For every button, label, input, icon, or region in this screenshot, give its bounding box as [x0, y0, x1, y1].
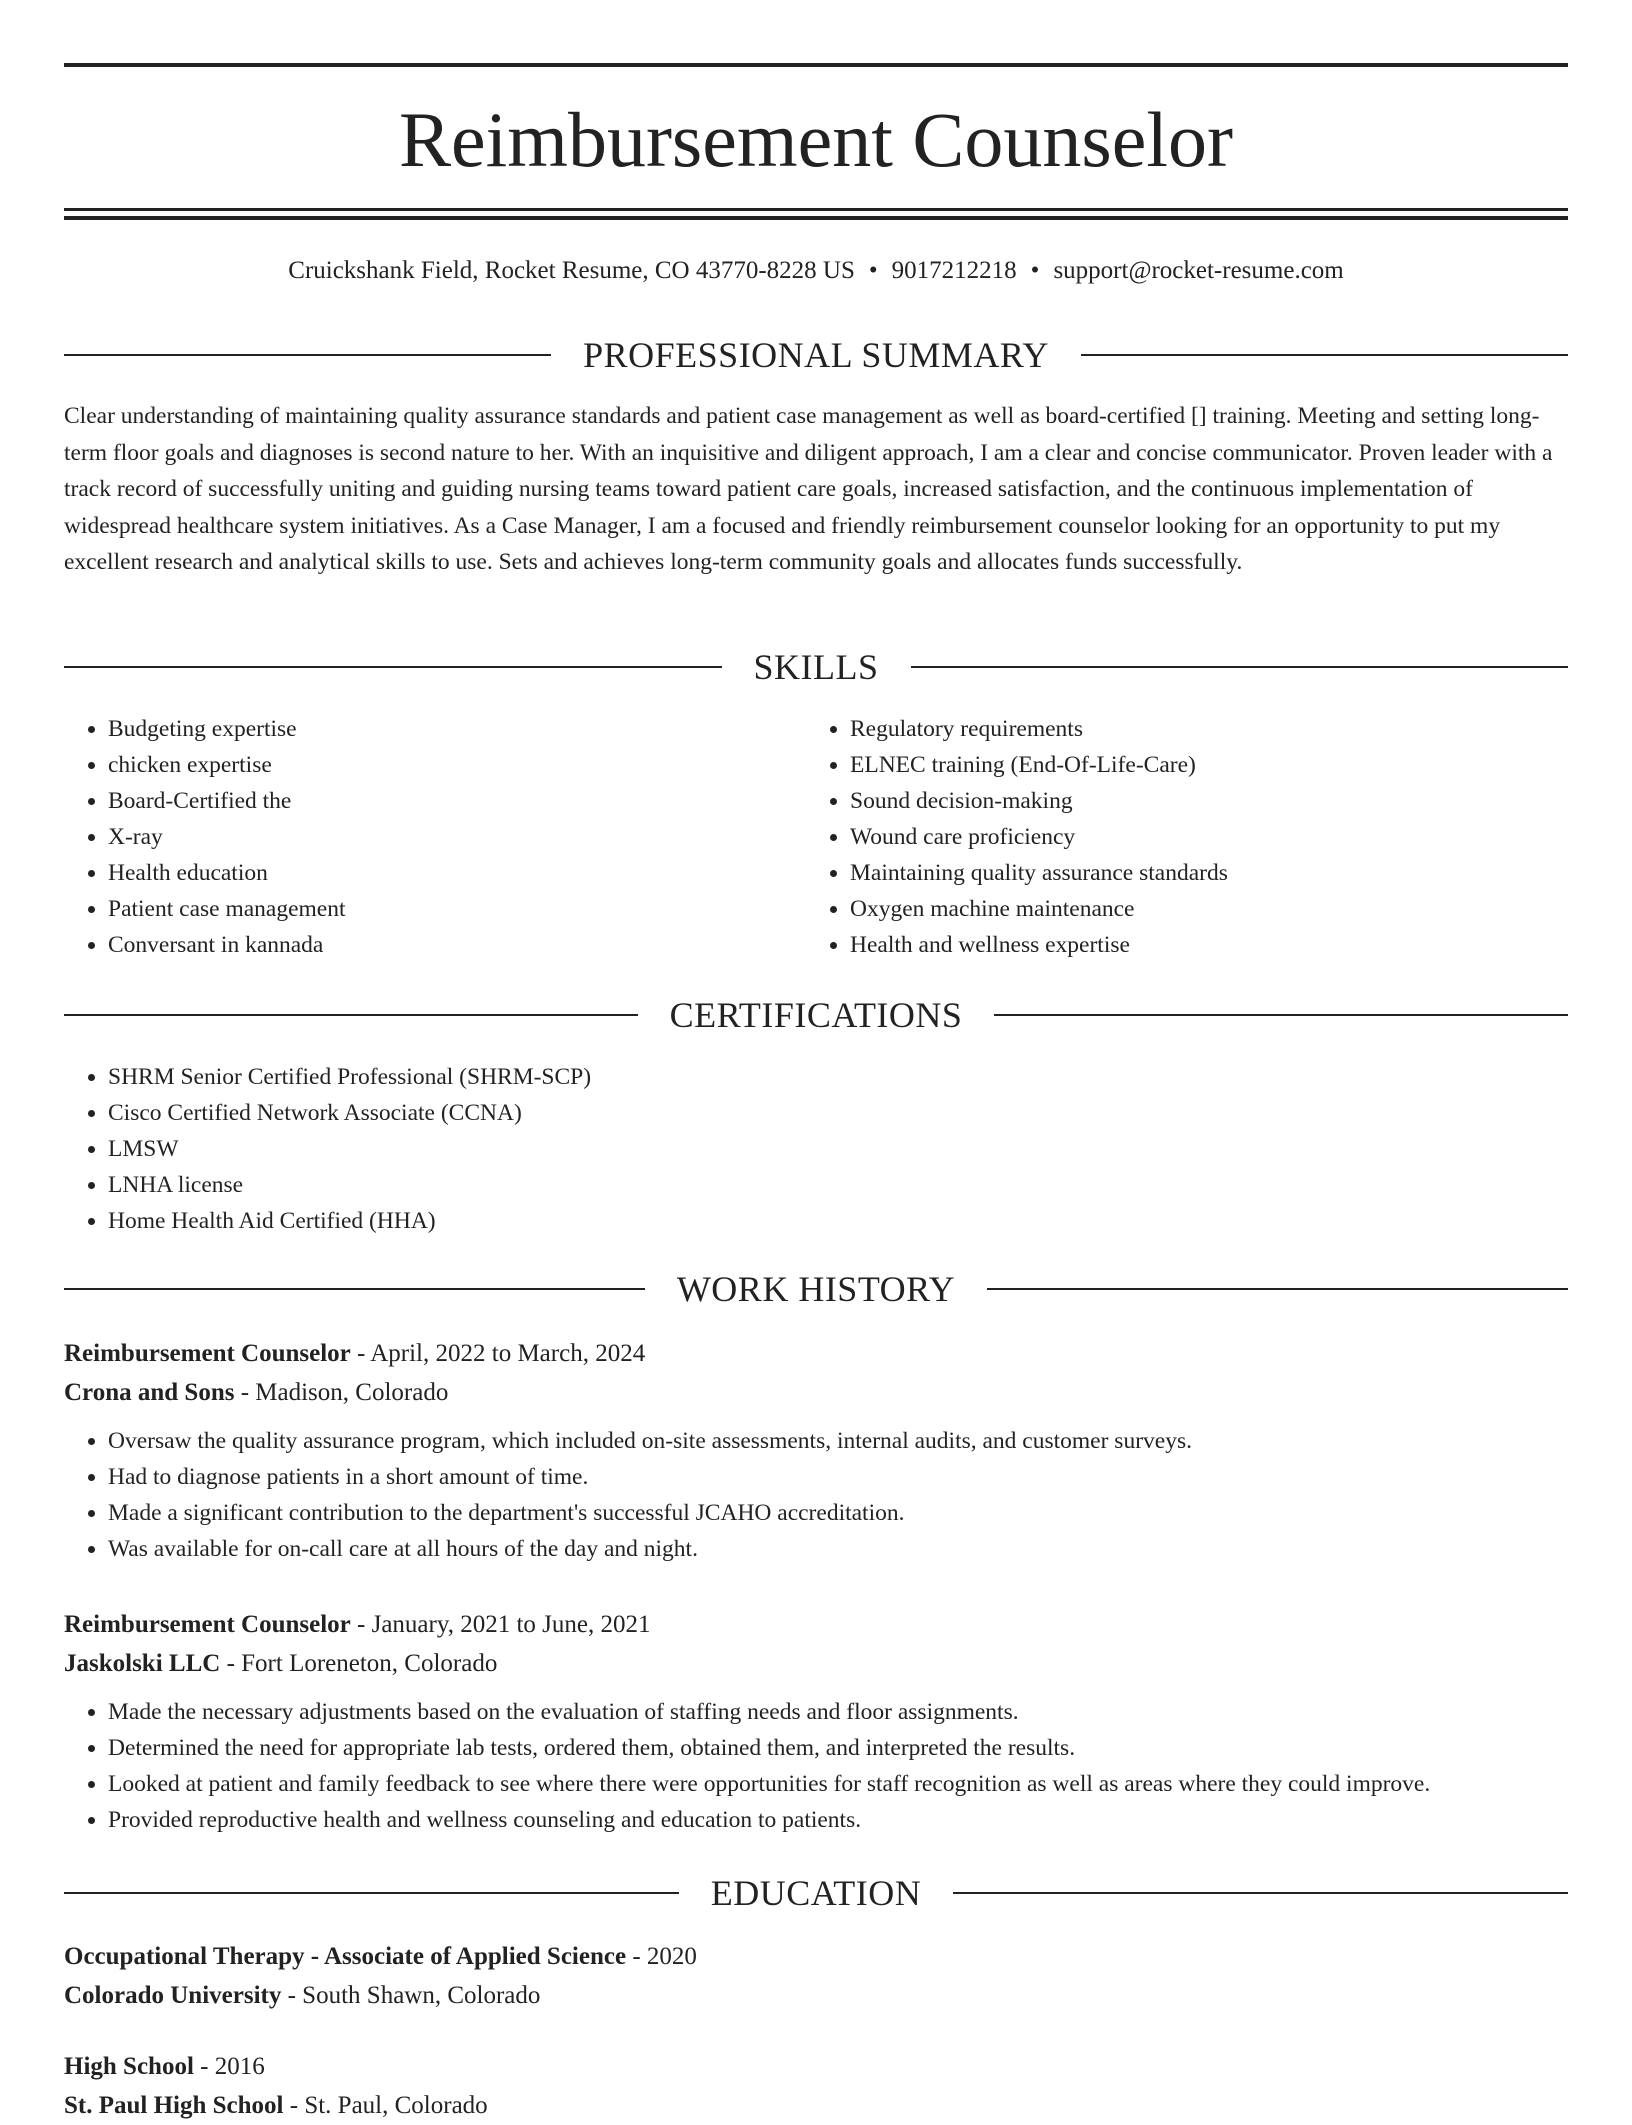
skill-item: • Patient case management [108, 891, 806, 927]
summary-text: Clear understanding of maintaining quality assurance standards and patient case management as well as board-certified [] training. Meeting and setting long-term floor goals and diagnoses is second nature to her. With an inquisitive and diligent approach, I am a clear and concise communicator. Proven leader with a track record of successfully uniting and guiding nursing teams toward patient care goals, increased satisfaction, and the continuous implementation of widespread healthcare system initiatives. As a Case Manager, I am a focused and friendly reimbursement counselor looking for an opportunity to put my excellent research and analytical skills to use. Sets and achieves long-term community goals and allocates funds successfully. [64, 403, 1553, 575]
job-role: Reimbursement Counselor [64, 1611, 351, 1638]
certifications-list [64, 1059, 1568, 1239]
job-location: - Madison, Colorado [234, 1379, 449, 1406]
skills-heading [64, 645, 1568, 689]
job-bullet: • Oversaw the quality assurance program, which included on-site assessments, internal audits, and customer surveys. [108, 1423, 1568, 1459]
education-entry [64, 1937, 1568, 2015]
skill-item: • X-ray [108, 819, 806, 855]
skill-item: • Health and wellness expertise [850, 927, 1566, 963]
education-degree: Occupational Therapy - Associate of Applied Science [64, 1943, 627, 1970]
heading-rule-left [64, 1288, 645, 1290]
skill-item: • chicken expertise [108, 747, 806, 783]
job-company-line [64, 1373, 1568, 1412]
heading-rule-right [1081, 354, 1568, 356]
education-heading [64, 1871, 1568, 1915]
contact-line [64, 254, 1568, 288]
job-dates: - April, 2022 to March, 2024 [350, 1340, 646, 1367]
job-company-line [64, 1644, 1568, 1683]
skill-item: • Conversant in kannada [108, 927, 806, 963]
top-rule [64, 63, 1568, 67]
job-title-line [64, 1334, 1568, 1373]
contact-separator: • [868, 257, 878, 284]
name-rule-upper [64, 208, 1568, 211]
job-bullet: • Determined the need for appropriate lab tests, ordered them, obtained them, and interpreted the results. [108, 1730, 1568, 1766]
skills-title: SKILLS [753, 647, 879, 687]
name-rule-lower [64, 216, 1568, 220]
job-bullet: • Was available for on-call care at all hours of the day and night. [108, 1531, 1568, 1567]
job-entry [64, 1605, 1568, 1838]
education-year: - 2016 [193, 2053, 265, 2080]
job-location: - Fort Loreneton, Colorado [220, 1650, 498, 1677]
education-entry [64, 2047, 1568, 2125]
certification-item: • LNHA license [108, 1167, 1568, 1203]
education-location: - St. Paul, Colorado [283, 2092, 488, 2119]
job-bullet: • Made a significant contribution to the department's successful JCAHO accreditation. [108, 1495, 1568, 1531]
heading-rule-right [994, 1014, 1568, 1016]
job-role: Reimbursement Counselor [64, 1340, 351, 1367]
heading-rule-left [64, 666, 722, 668]
education-year: - 2020 [626, 1943, 697, 1970]
education-degree-line [64, 2047, 1568, 2086]
summary-title: PROFESSIONAL SUMMARY [583, 335, 1049, 375]
job-company: Crona and Sons [64, 1379, 235, 1406]
job-dates: - January, 2021 to June, 2021 [350, 1611, 651, 1638]
education-degree-line [64, 1937, 1568, 1976]
job-entry [64, 1334, 1568, 1567]
skill-item: • Oxygen machine maintenance [850, 891, 1566, 927]
contact-address: Cruickshank Field, Rocket Resume, CO 43770-8228 US [288, 257, 855, 284]
skill-item: • Maintaining quality assurance standards [850, 855, 1566, 891]
education-degree: High School [64, 2053, 194, 2080]
job-bullet: • Provided reproductive health and wellness counseling and education to patients. [108, 1802, 1568, 1838]
heading-rule-right [953, 1892, 1568, 1894]
skills-list [64, 711, 1568, 963]
skills-column-right [806, 711, 1566, 963]
contact-phone: 9017212218 [891, 257, 1017, 284]
skill-item: • Budgeting expertise [108, 711, 806, 747]
summary-heading [64, 333, 1568, 377]
skill-item: • Regulatory requirements [850, 711, 1566, 747]
contact-separator: • [1030, 257, 1040, 284]
education-school: Colorado University [64, 1982, 282, 2009]
job-bullet: • Had to diagnose patients in a short amount of time. [108, 1459, 1568, 1495]
skill-item: • Health education [108, 855, 806, 891]
skills-column-left [64, 711, 806, 963]
heading-rule-right [987, 1288, 1568, 1290]
heading-rule-right [911, 666, 1569, 668]
certification-item: • LMSW [108, 1131, 1568, 1167]
heading-rule-left [64, 354, 551, 356]
heading-rule-left [64, 1014, 638, 1016]
heading-rule-left [64, 1892, 679, 1894]
job-company: Jaskolski LLC [64, 1650, 221, 1677]
education-school: St. Paul High School [64, 2092, 284, 2119]
work-history-title: WORK HISTORY [676, 1269, 956, 1309]
certification-item: • Cisco Certified Network Associate (CCNA) [108, 1095, 1568, 1131]
skill-item: • ELNEC training (End-Of-Life-Care) [850, 747, 1566, 783]
education-school-line [64, 1976, 1568, 2015]
skill-item: • Board-Certified the [108, 783, 806, 819]
education-location: - South Shawn, Colorado [281, 1982, 541, 2009]
job-bullet: • Looked at patient and family feedback to see where there were opportunities for staff recognition as well as areas where they could improve. [108, 1766, 1568, 1802]
skill-item: • Sound decision-making [850, 783, 1566, 819]
education-school-line [64, 2086, 1568, 2125]
work-history-heading [64, 1267, 1568, 1311]
certification-item: • SHRM Senior Certified Professional (SHRM-SCP) [108, 1059, 1568, 1095]
job-bullet: • Made the necessary adjustments based on the evaluation of staffing needs and floor assignments. [108, 1694, 1568, 1730]
candidate-name: Reimbursement Counselor [398, 96, 1234, 183]
job-title-line [64, 1605, 1568, 1644]
skill-item: • Wound care proficiency [850, 819, 1566, 855]
certifications-heading [64, 993, 1568, 1037]
certification-item: • Home Health Aid Certified (HHA) [108, 1203, 1568, 1239]
education-title: EDUCATION [710, 1873, 922, 1913]
contact-email: support@rocket-resume.com [1053, 257, 1344, 284]
certifications-title: CERTIFICATIONS [669, 995, 963, 1035]
